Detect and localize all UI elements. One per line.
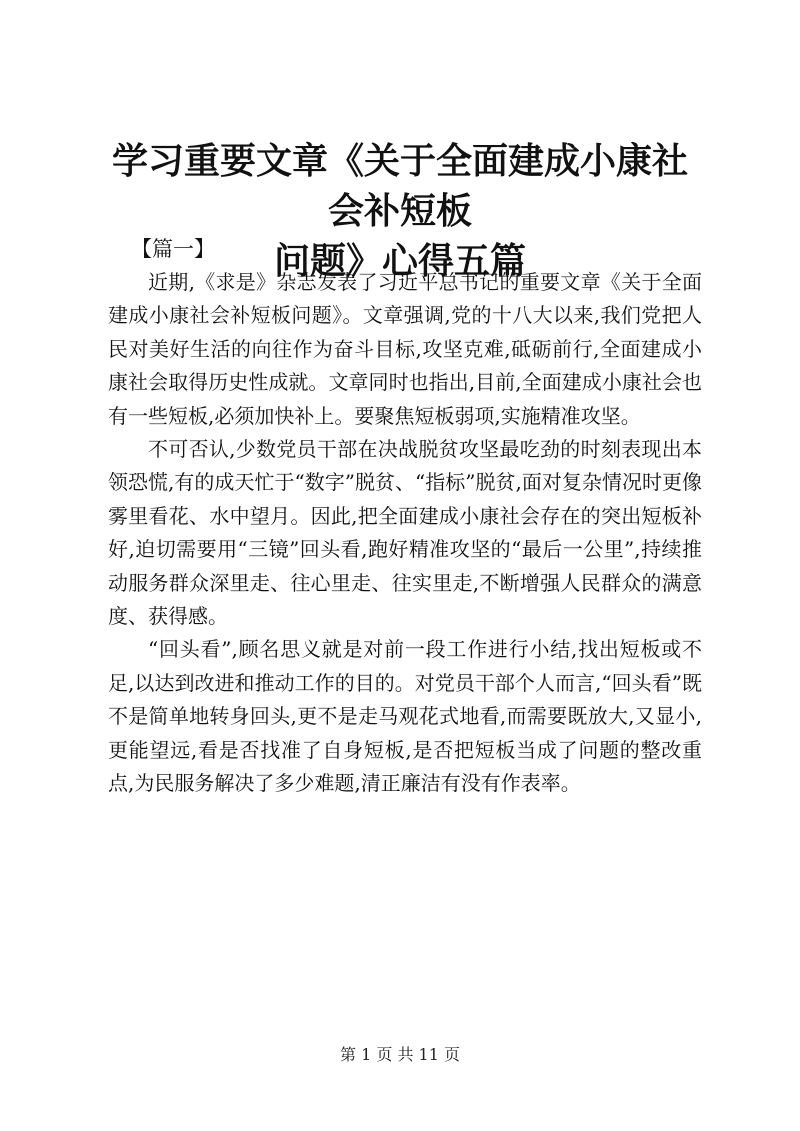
paragraph: 近期,《求是》杂志发表了习近平总书记的重要文章《关于全面建成小康社会补短板问题》。文章强调,党的十八大以来,我们党把人民对美好生活的向往作为奋斗目标,攻坚克难,砥砺前行,全面建成小康社会取得历史性成就。文章同时也指出,目前,全面建成小康社会也有一些短板,必须加快补上。要聚焦短板弱项,实施精准攻坚。: [108, 270, 702, 428]
title-line-1: 学习重要文章《关于全面建成小康社会补短板: [111, 140, 688, 232]
title-line-2: 问题》心得五篇: [273, 240, 526, 282]
paragraph: “回头看”,顾名思义就是对前一段工作进行小结,找出短板或不足,以达到改进和推动工作的目的。对党员干部个人而言,“回头看”既不是简单地转身回头,更不是走马观花式地看,而需要既放大,又显小,更能望远,看是否找准了自身短板,是否把短板当成了问题的整改重点,为民服务解决了多少难题,清正廉洁有没有作表率。: [108, 637, 702, 796]
paragraph: 不可否认,少数党员干部在决战脱贫攻坚最吃劲的时刻表现出本领恐慌,有的成天忙于“数字”脱贫、“指标”脱贫,面对复杂情况时更像雾里看花、水中望月。因此,把全面建成小康社会存在的突出短板补好,迫切需要用“三镜”回头看,跑好精准攻坚的“最后一公里”,持续推动服务群众深里走、往心里走、往实里走,不断增强人民群众的满意度、获得感。: [108, 437, 702, 629]
article-body: [108, 266, 702, 801]
section-heading: 【篇一】: [131, 237, 215, 261]
page-footer: 第 1 页 共 11 页: [340, 1045, 460, 1064]
